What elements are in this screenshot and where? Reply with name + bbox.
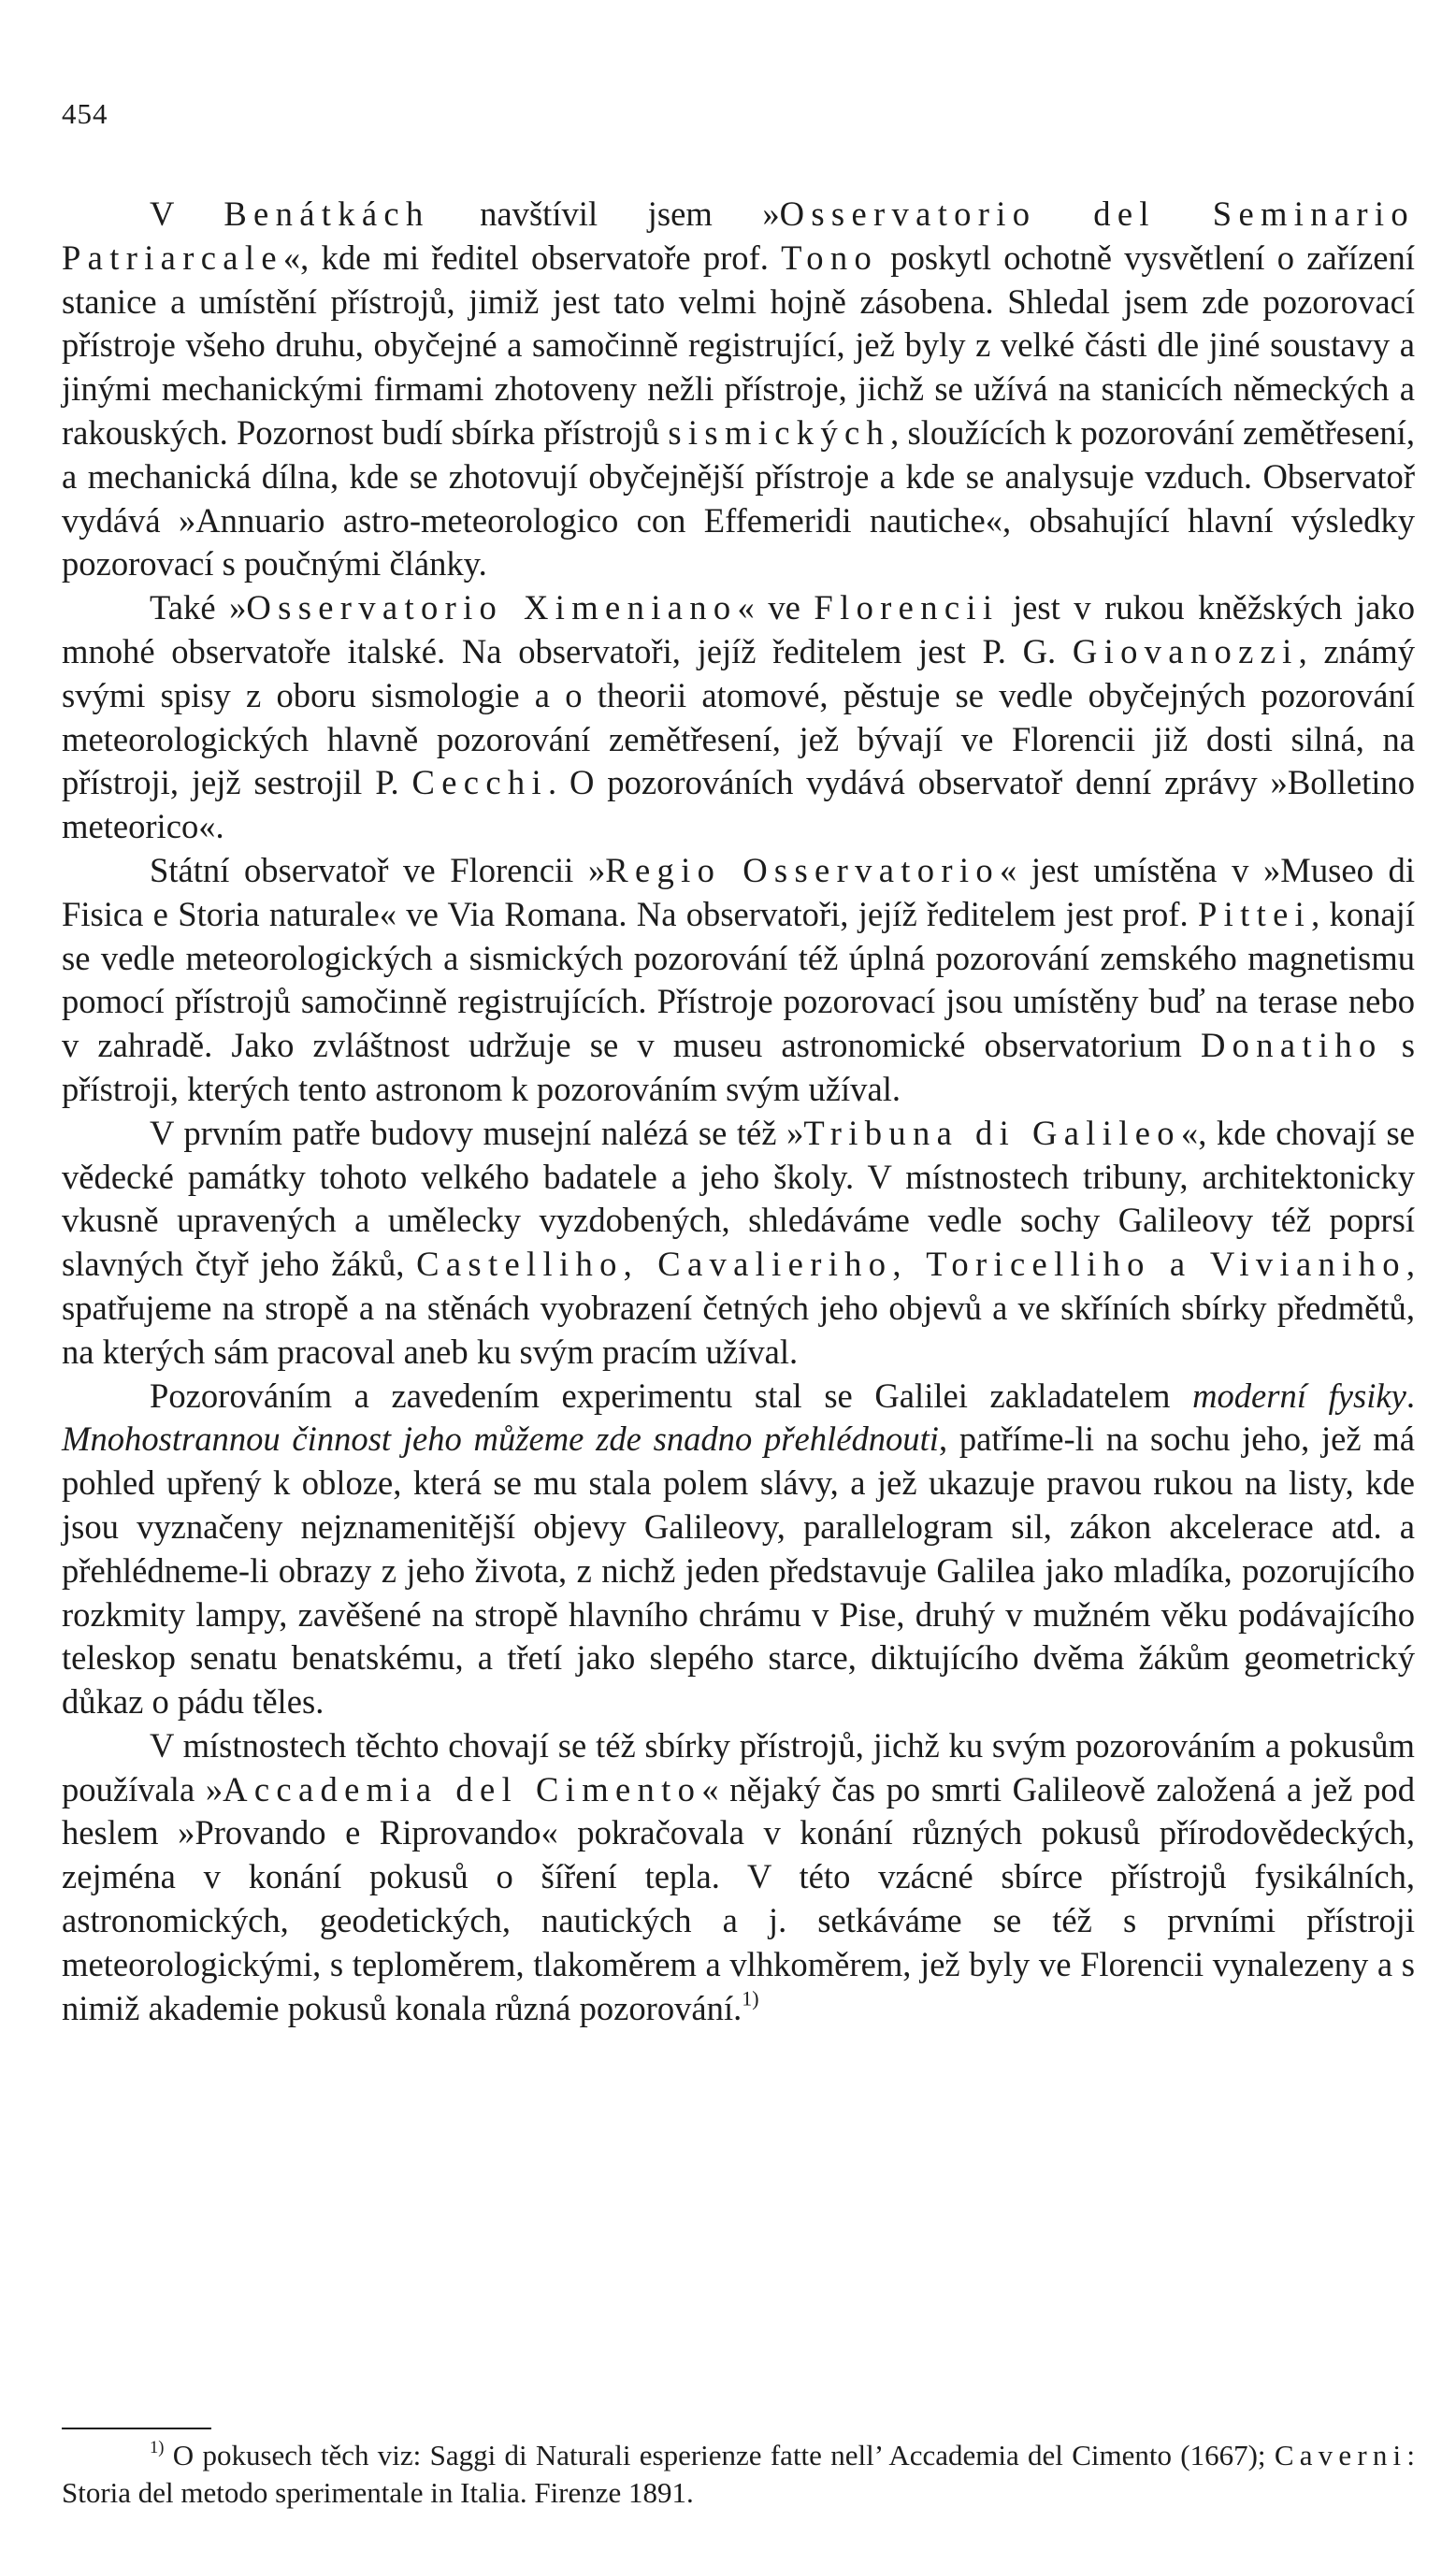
text-run: O pokusech těch viz: Saggi di Naturali esperienze fatte nell’ Accademia del Cimento (1667); <box>164 2439 1275 2471</box>
text-run: « jest umístěna v »Museo di Fisica e Storia naturale« ve Via Romana. Na observatoři, jejíž ředitelem jest prof. <box>62 850 1415 933</box>
text-run: V <box>150 195 224 233</box>
emphasized-name: Cecchi <box>411 763 548 802</box>
emphasized-name: Castelliho, Cavalieriho, Toricelliho a Vivianiho <box>416 1245 1406 1284</box>
paragraph <box>62 849 1415 1112</box>
text-run: , známý svými spisy z oboru sismologie a o theorii atomové, pěstuje se vedle obyčejných pozorování meteorologických hlavně pozorování zemětřesení, jež bývají ve Florencii již dosti silná, na přístroji, jejž sestrojil P. <box>62 631 1416 802</box>
footnote-marker: 1) <box>742 1986 759 2010</box>
emphasized-name: Osservatorio del Seminario Patriarcale <box>62 195 1416 277</box>
text-run: . O pozorováních vydává observatoř denní zprávy »Bolletino meteorico«. <box>62 763 1415 846</box>
text-run: s přístroji, kterých tento astronom k pozorováním svým užíval. <box>62 1026 1415 1108</box>
italic-phrase: moderní fysiky <box>1192 1376 1406 1415</box>
emphasized-name: sismických <box>668 412 891 452</box>
text-run: «, kde mi ředitel observatoře prof. <box>282 238 782 277</box>
text-run: Státní observatoř ve Florencii » <box>150 850 606 889</box>
paragraph <box>62 586 1415 849</box>
text-run: Také » <box>150 588 247 627</box>
emphasized-name: Accademia del Cimento <box>223 1769 702 1808</box>
text-run: , konají se vedle meteorologických a sismických pozorování též úplná pozorování zemského magnetismu pomocí přístrojů samočinně registrujících. Přístroje pozorovací jsou umístěny buď na terase nebo v zahradě. Jako zvláštnost udržuje se v museu astronomické observatorium <box>62 894 1415 1065</box>
text-run: , spatřujeme na stropě a na stěnách vyobrazení četných jeho objevů a ve skříních sbírky předmětů, na kterých sám pracoval aneb ku svým pracím užíval. <box>62 1245 1415 1371</box>
text-run: « nějaký čas po smrti Galileově založená a jež pod heslem »Provando e Riprovando« pokračovala v konání různých pokusů přírodovědeckých, zejména v konání pokusů o šíření tepla. V této vzácné sbírce přístrojů fysikálních, astronomických, geodetických, nautických a j. setkáváme se též s prvními přístroji meteorologickými, s teploměrem, tlakoměrem a vlhkoměrem, jež byly ve Florencii vynalezeny a s nimiž akademie pokusů konala různá pozorování. <box>62 1769 1416 2027</box>
emphasized-name: Florencii <box>814 588 1000 627</box>
paragraph <box>62 1375 1415 1724</box>
emphasized-name: Donatiho <box>1200 1026 1383 1065</box>
body-text <box>62 193 1415 2030</box>
page-number: 454 <box>62 97 108 130</box>
emphasized-name: Tribuna di Galileo <box>803 1113 1181 1152</box>
italic-phrase: Mnohostrannou činnost jeho můžeme zde snadno přehlédnouti <box>62 1419 939 1459</box>
footnotes <box>62 2437 1415 2512</box>
footnote-marker: 1) <box>150 2437 165 2457</box>
text-run: navštívil jsem » <box>429 195 780 233</box>
text-run: . <box>1406 1376 1415 1415</box>
emphasized-name: Giovanozzi <box>1072 631 1299 670</box>
text-run: « ve <box>737 588 814 627</box>
text-run: , sloužících k pozorování zemětřesení, a mechanická dílna, kde se zhotovují obyčejnější přístroje a kde se analysuje vzduch. Observatoř vydává »Annuario astro-meteorologico con Effemeridi nautiche«, obsahující hlavní výsledky pozorovací s poučnými články. <box>62 412 1415 584</box>
text-run: «, kde chovají se vědecké památky tohoto velkého badatele a jeho školy. V místnostech tribuny, architektonicky vkusně upravených a umělecky vyzdobených, shledáváme vedle sochy Galileovy též poprsí slavných čtyř jeho žáků, <box>62 1113 1415 1284</box>
text-run: poskytl ochotně vysvětlení o zařízení stanice a umístění přístrojů, jimiž jest tato velmi hojně zásobena. Shledal jsem zde pozorovací přístroje všeho druhu, obyčejné a samočinně registrující, jež byly z velké části dle jiné soustavy a jinými mechanickými firmami zhotoveny nežli přístroje, jichž se užívá na stanicích německých a rakouských. Pozornost budí sbírka přístrojů <box>62 238 1415 452</box>
text-run: jest v rukou kněžských jako mnohé observatoře italské. Na observatoři, jejíž ředitelem jest P. G. <box>62 588 1415 670</box>
paragraph <box>62 1724 1415 2031</box>
emphasized-name: Benátkách <box>223 195 430 233</box>
footnote <box>62 2437 1415 2512</box>
footnote-divider <box>62 2428 211 2429</box>
emphasized-name: Caverni <box>1274 2439 1407 2471</box>
text-run: : Storia del metodo sperimentale in Italia. Firenze 1891. <box>62 2439 1415 2509</box>
text-run: , patříme-li na sochu jeho, jež má pohled upřený k obloze, která se mu stala polem slávy, a jež ukazuje pravou rukou na listy, kde jsou vyznačeny nejznamenitější objevy Galileovy, parallelogram sil, zákon akcelerace atd. a přehlédneme-li obrazy z jeho života, z nichž jeden představuje Galilea jako mladíka, pozorujícího rozkmity lampy, zavěšené na stropě hlavního chrámu v Pise, druhý v mužném věku podávajícího teleskop senatu benatskému, a třetí jako slepého starce, diktujícího dvěma žákům geometrický důkaz o pádu těles. <box>62 1419 1415 1722</box>
text-run: V prvním patře budovy musejní nalézá se též » <box>150 1113 804 1152</box>
paragraph <box>62 1112 1415 1375</box>
emphasized-name: Pittei <box>1197 894 1312 933</box>
emphasized-name: Regio Osservatorio <box>605 850 1000 889</box>
emphasized-name: Tono <box>781 238 879 277</box>
emphasized-name: Osservatorio Ximeniano <box>246 588 738 627</box>
text-run: Pozorováním a zavedením experimentu stal se Galilei zakladatelem <box>150 1376 1193 1415</box>
paragraph <box>62 193 1415 586</box>
text-run: V místnostech těchto chovají se též sbírky přístrojů, jichž ku svým pozorováním a pokusům používala » <box>62 1725 1415 1808</box>
